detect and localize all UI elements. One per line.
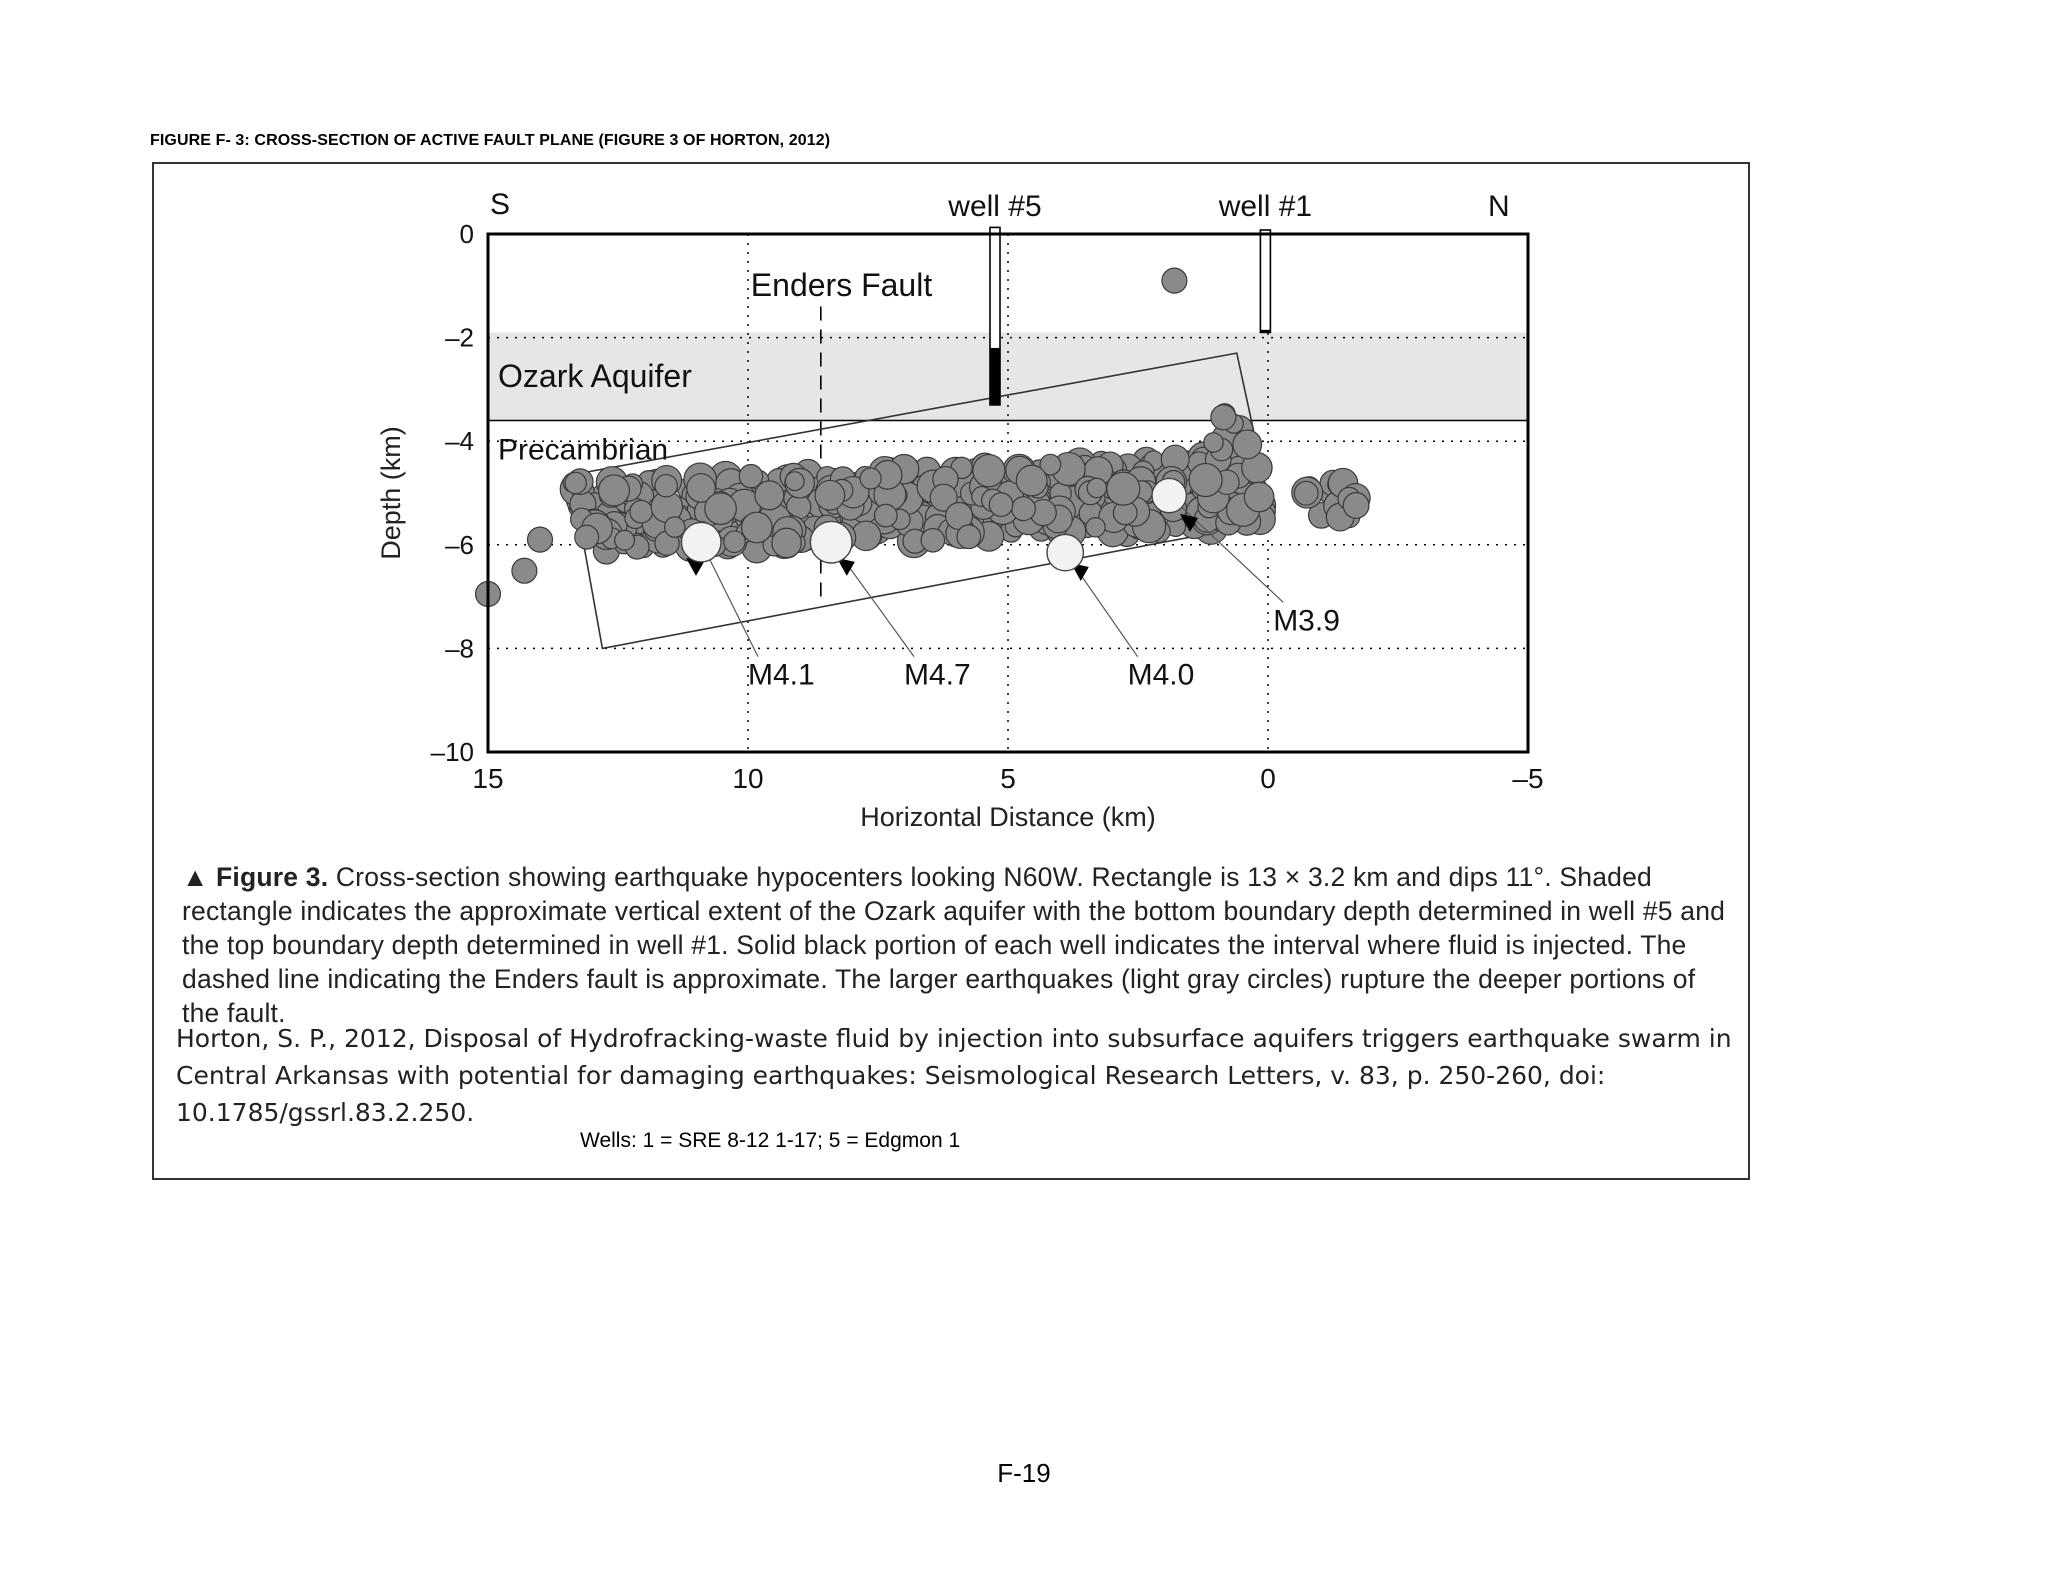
x-tick-label: 5 [1000,763,1016,794]
small-quake-point [1087,478,1106,497]
well-label: well #1 [1218,190,1313,223]
large-quake-point [810,521,852,563]
y-axis-title: Depth (km) [376,426,406,560]
small-quake-point [615,530,635,550]
figure-caption [182,860,1737,1030]
small-quake-point [565,472,586,493]
small-quake-point [815,480,845,510]
small-quake-point [1086,518,1105,537]
quake-magnitude-label: M4.1 [748,658,815,692]
reference-citation: Horton, S. P., 2012, Disposal of Hydrofracking-waste fluid by injection into subsurface aquifers triggers earthquake swarm in Central Arkansas with potential for damaging earthquakes: Seismological Research Letters, v. 83, p. 250-260, doi: 10.1785/gssrl.83.2.250. [176,1024,1732,1127]
caption-lead: Figure 3. [216,862,329,892]
small-quake-point [1012,497,1036,521]
small-quake-point [1162,268,1187,293]
small-quake-point [1244,482,1274,512]
small-quake-point [630,500,653,523]
small-quake-point [528,527,553,552]
small-quake-point [705,493,737,525]
quake-magnitude-label: M3.9 [1273,604,1340,638]
caption-text: Cross-section showing earthquake hypocenters looking N60W. Rectangle is 13 × 3.2 km and dips 11°. Shaded rectangle indicates the approximate vertical extent of the Ozark aquifer with the bottom boundary depth determined in well #5 and the top boundary depth determined in well #1. Solid black portion of each well indicates the interval where fluid is injected. The dashed line indicating the Enders fault is approximate. The larger earthquakes (light gray circles) rupture the deeper portions of the fault. [182,862,1726,1028]
large-quake-point [681,522,721,562]
large-quake-point [1047,534,1083,570]
well-injection-interval [1260,330,1270,333]
small-quake-point [1233,430,1262,459]
large-quake-point [1152,478,1186,512]
small-quake-point [512,558,537,583]
precambrian-label: Precambrian [498,433,669,467]
small-quake-point [785,472,804,491]
direction-label-south: S [490,188,511,221]
figure-frame [152,162,1750,1180]
figure-header: FIGURE F- 3: CROSS-SECTION OF ACTIVE FAULT PLANE (FIGURE 3 OF HORTON, 2012) [150,132,831,149]
small-quake-point [598,475,629,506]
y-tick-label: –8 [445,633,474,664]
small-quake-point [772,528,801,557]
small-quake-point [742,512,773,543]
small-quake-point [860,468,881,489]
small-quake-point [1343,493,1369,519]
enders-fault-label: Enders Fault [750,267,933,304]
y-tick-label: –4 [445,426,474,457]
small-quake-point [957,525,981,549]
small-quake-point [1016,465,1047,496]
x-tick-label: 0 [1260,763,1276,794]
small-quake-point [1211,405,1236,430]
small-quake-point [1204,433,1223,452]
small-quake-point [739,465,762,488]
quake-magnitude-label: M4.0 [1127,658,1195,692]
small-quake-point [724,531,746,553]
small-quake-point [1189,464,1222,497]
small-quake-point [921,529,944,552]
small-quake-point [665,517,685,537]
well-casing [1260,230,1270,332]
page-number: F-19 [997,1458,1051,1488]
x-axis-title: Horizontal Distance (km) [860,802,1156,832]
small-quake-point [575,525,599,549]
x-tick-label: –5 [1512,763,1544,794]
y-tick-label: 0 [459,219,474,249]
wells-note: Wells: 1 = SRE 8-12 1-17; 5 = Edgmon 1 [580,1129,961,1152]
y-tick-label: –2 [445,322,474,353]
direction-label-north: N [1488,190,1510,223]
well-injection-interval [990,348,1000,405]
small-quake-point [1294,481,1318,505]
x-tick-label: 15 [472,763,504,794]
well-label: well #5 [948,190,1042,223]
small-quake-point [875,504,898,527]
quake-magnitude-label: M4.7 [904,658,971,692]
aquifer-label: Ozark Aquifer [498,357,692,394]
y-tick-label: –10 [430,737,474,767]
small-quake-point [1107,472,1140,505]
small-quake-point [989,493,1013,517]
small-quake-point [755,481,784,510]
caption-marker: ▲ [182,862,209,892]
y-tick-label: –6 [445,529,474,560]
x-tick-label: 10 [732,763,764,794]
small-quake-point [655,475,677,497]
small-quake-point [973,455,1005,487]
